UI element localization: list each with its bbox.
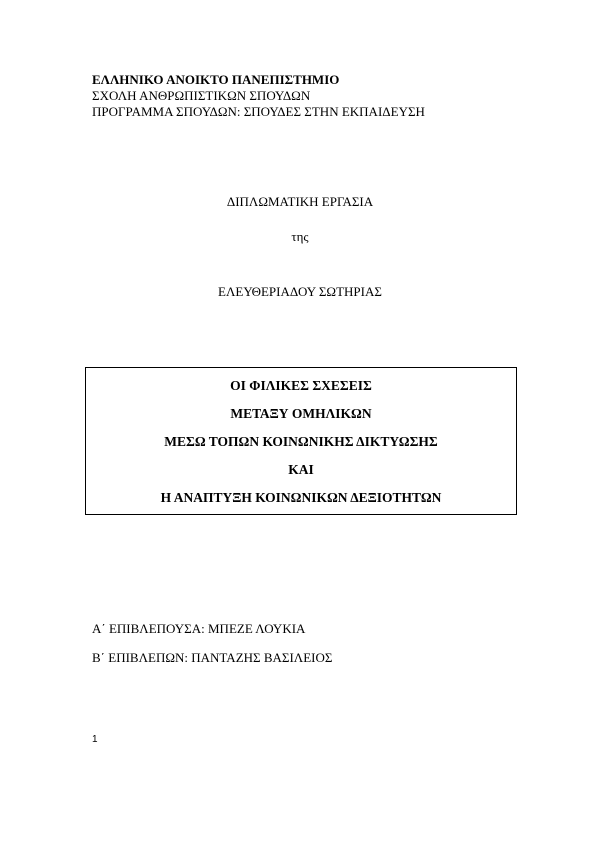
- title-line: ΜΕΤΑΞΥ ΟΜΗΛΙΚΩΝ: [230, 406, 372, 421]
- institution-header: [92, 72, 425, 120]
- thesis-author: ΕΛΕΥΘΕΡΙΑΔΟΥ ΣΩΤΗΡΙΑΣ: [218, 284, 382, 299]
- program-name: ΠΡΟΓΡΑΜΜΑ ΣΠΟΥΔΩΝ: ΣΠΟΥΔΕΣ ΣΤΗΝ ΕΚΠΑΙΔΕΥΣΗ: [92, 104, 425, 119]
- first-supervisor: Α΄ ΕΠΙΒΛΕΠΟΥΣΑ: ΜΠΕΖΕ ΛΟΥΚΙΑ: [92, 621, 306, 636]
- title-line: Η ΑΝΑΠΤΥΞΗ ΚΟΙΝΩΝΙΚΩΝ ΔΕΞΙΟΤΗΤΩΝ: [160, 490, 442, 505]
- title-line: ΚΑΙ: [288, 462, 314, 477]
- thesis-of: της: [291, 229, 309, 244]
- university-name: ΕΛΛΗΝΙΚΟ ΑΝΟΙΚΤΟ ΠΑΝΕΠΙΣΤΗΜΙΟ: [92, 72, 340, 87]
- second-supervisor: Β΄ ΕΠΙΒΛΕΠΩΝ: ΠΑΝΤΑΖΗΣ ΒΑΣΙΛΕΙΟΣ: [92, 650, 333, 665]
- thesis-title-box: [85, 367, 517, 515]
- title-line: ΜΕΣΩ ΤΟΠΩΝ ΚΟΙΝΩΝΙΚΗΣ ΔΙΚΤΥΩΣΗΣ: [164, 434, 438, 449]
- thesis-type: ΔΙΠΛΩΜΑΤΙΚΗ ΕΡΓΑΣΙΑ: [226, 194, 374, 209]
- school-name: ΣΧΟΛΗ ΑΝΘΡΩΠΙΣΤΙΚΩΝ ΣΠΟΥΔΩΝ: [92, 88, 311, 103]
- page-number: 1: [92, 734, 98, 745]
- title-line: ΟΙ ΦΙΛΙΚΕΣ ΣΧΕΣΕΙΣ: [230, 378, 372, 393]
